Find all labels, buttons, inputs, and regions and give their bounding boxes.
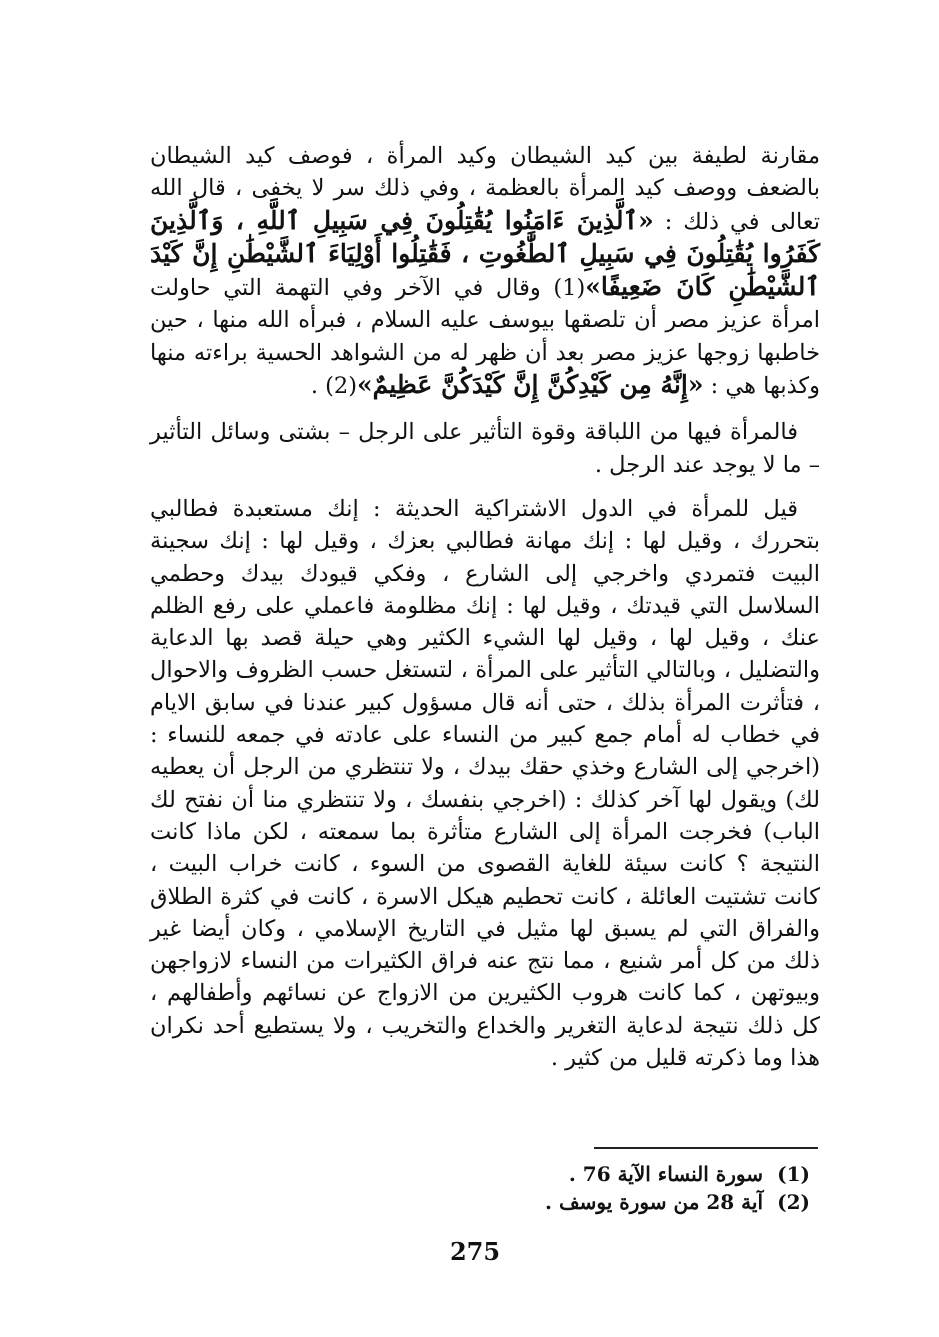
footnote-1 xyxy=(400,1160,810,1188)
paragraph-1-middle: وقال في الآخر وفي التهمة التي حاولت امرأة عزيز مصر أن تلصقها بيوسف عليه السلام ، فبرأه الله منها ، حين خاطبها زوجها عزيز مصر بعد أن ظهر له من الشواهد الحسية براءته منها وكذبها هي : xyxy=(150,275,820,400)
footnote-divider xyxy=(594,1147,818,1149)
footnote-2-text: آية 28 من سورة يوسف . xyxy=(545,1190,764,1214)
paragraph-3: قيل للمرأة في الدول الاشتراكية الحديثة : إنك مستعبدة فطالبي بتحررك ، وقيل لها : إنك مهانة فطالبي بعزك ، وقيل لها : إنك سجينة البيت فتمردي واخرجي إلى الشارع ، وفكي قيودك بيدك وحطمي السلاسل التي قيدتك ، وقيل لها : إنك مظلومة فاعملي على رفع الظلم عنك ، وقيل لها ، وقيل لها الشيء الكثير وهي حيلة قصد بها الدعاية والتضليل ، وبالتالي التأثير على المرأة ، لتستغل حسب الظروف والاحوال ، فتأثرت المرأة بذلك ، حتى أنه قال مسؤول كبير عندنا في سابق الايام في خطاب له أمام جمع كبير من النساء على عادته في جمعه للنساء : (اخرجي إلى الشارع وخذي حقك بيدك ، ولا تنتظري من الرجل أن يعطيه لك) ويقول لها آخر كذلك : (اخرجي بنفسك ، ولا تنتظري منا أن نفتح لك الباب) فخرجت المرأة إلى الشارع متأثرة بما سمعته ، لكن ماذا كانت النتيجة ؟ كانت سيئة للغاية القصوى من السوء ، كانت خراب البيت ، كانت تشتيت العائلة ، كانت تحطيم هيكل الاسرة ، كانت في كثرة الطلاق والفراق التي لم يسبق لها مثيل في التاريخ الإسلامي ، وكان أيضا غير ذلك من كل أمر شنيع ، مما نتج عنه فراق الكثيرات من النساء لازواجهن وبيوتهن ، كما كانت هروب الكثيرين من الازواج عن نسائهم وأطفالهم ، كل ذلك نتيجة لدعاية التغرير والخداع والتخريب ، ولا يستطيع أحد نكران هذا وما ذكرته قليل من كثير . xyxy=(150,495,820,1072)
footnote-ref-2: (2) xyxy=(325,373,358,400)
footnote-1-number: (1) xyxy=(777,1162,810,1186)
page-number: 275 xyxy=(449,1237,501,1266)
page-body xyxy=(150,140,820,1086)
paragraph-1 xyxy=(150,140,820,402)
footnote-ref-1: (1) xyxy=(553,275,586,302)
footnote-2-number: (2) xyxy=(777,1190,810,1214)
quran-verse-2: «إِنَّهُ مِن كَيْدِكُنَّ إِنَّ كَيْدَكُنَّ عَظِيمٌ» xyxy=(357,370,704,400)
paragraph-1-end: . xyxy=(310,373,326,400)
paragraph-1-intro: مقارنة لطيفة بين كيد الشيطان وكيد المرأة ، فوصف كيد الشيطان بالضعف ووصف كيد المرأة بالعظمة ، وفي ذلك سر لا يخفى ، قال الله تعالى في ذلك : xyxy=(150,143,821,235)
footnote-2 xyxy=(400,1188,810,1216)
quran-verse-1: «ٱلَّذِينَ ءَامَنُوا يُقَٰتِلُونَ فِي سَبِيلِ ٱللَّهِ ، وَٱلَّذِينَ كَفَرُوا يُقَٰتِلُونَ فِي سَبِيلِ ٱلطَّٰغُوتِ ، فَقَٰتِلُوا أَوْلِيَاءَ ٱلشَّيْطَٰنِ إِنَّ كَيْدَ ٱلشَّيْطَٰنِ كَانَ ضَعِيفًا» xyxy=(150,205,820,302)
paragraph-2: فالمرأة فيها من اللباقة وقوة التأثير على الرجل – بشتى وسائل التأثير – ما لا يوجد عند الرجل . xyxy=(150,419,820,478)
footnote-1-text: سورة النساء الآية 76 . xyxy=(568,1162,764,1186)
footnotes xyxy=(400,1160,810,1216)
